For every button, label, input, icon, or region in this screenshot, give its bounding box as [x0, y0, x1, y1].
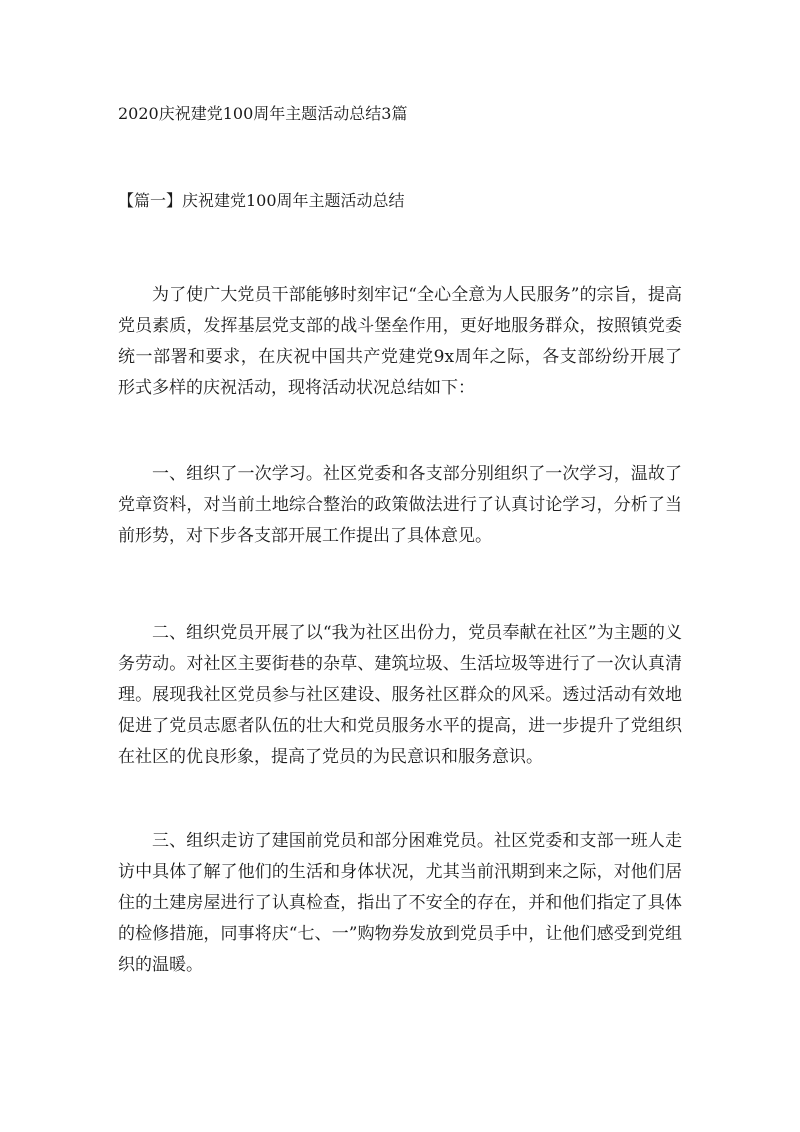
section-heading: 【篇一】庆祝建党100周年主题活动总结 — [118, 191, 405, 210]
paragraph-intro: 为了使广大党员干部能够时刻牢记“全心全意为人民服务”的宗旨，提高党员素质，发挥基层党支部的战斗堡垒作用，更好地服务群众，按照镇党委统一部署和要求，在庆祝中国共产党建党9x周年之际，各支部纷纷开展了形式多样的庆祝活动，现将活动状况总结如下： — [118, 285, 682, 398]
paragraph-visits: 三、组织走访了建国前党员和部分困难党员。社区党委和支部一班人走访中具体了解了他们的生活和身体状况，尤其当前汛期到来之际，对他们居住的土建房屋进行了认真检查，指出了不安全的存在，并和他们指定了具体的检修措施，同事将庆“七、一”购物券发放到党员手中，让他们感受到党组织的温暖。 — [118, 831, 682, 975]
document-title: 2020庆祝建党100周年主题活动总结3篇 — [118, 104, 408, 123]
paragraph-study: 一、组织了一次学习。社区党委和各支部分别组织了一次学习，温故了党章资料，对当前土地综合整治的政策做法进行了认真讨论学习，分析了当前形势，对下步各支部开展工作提出了具体意见。 — [118, 464, 682, 546]
paragraph-volunteer-labor: 二、组织党员开展了以“我为社区出份力，党员奉献在社区”为主题的义务劳动。对社区主要街巷的杂草、建筑垃圾、生活垃圾等进行了一次认真清理。展现我社区党员参与社区建设、服务社区群众的风采。透过活动有效地促进了党员志愿者队伍的壮大和党员服务水平的提高，进一步提升了党组织在社区的优良形象，提高了党员的为民意识和服务意识。 — [118, 623, 682, 767]
